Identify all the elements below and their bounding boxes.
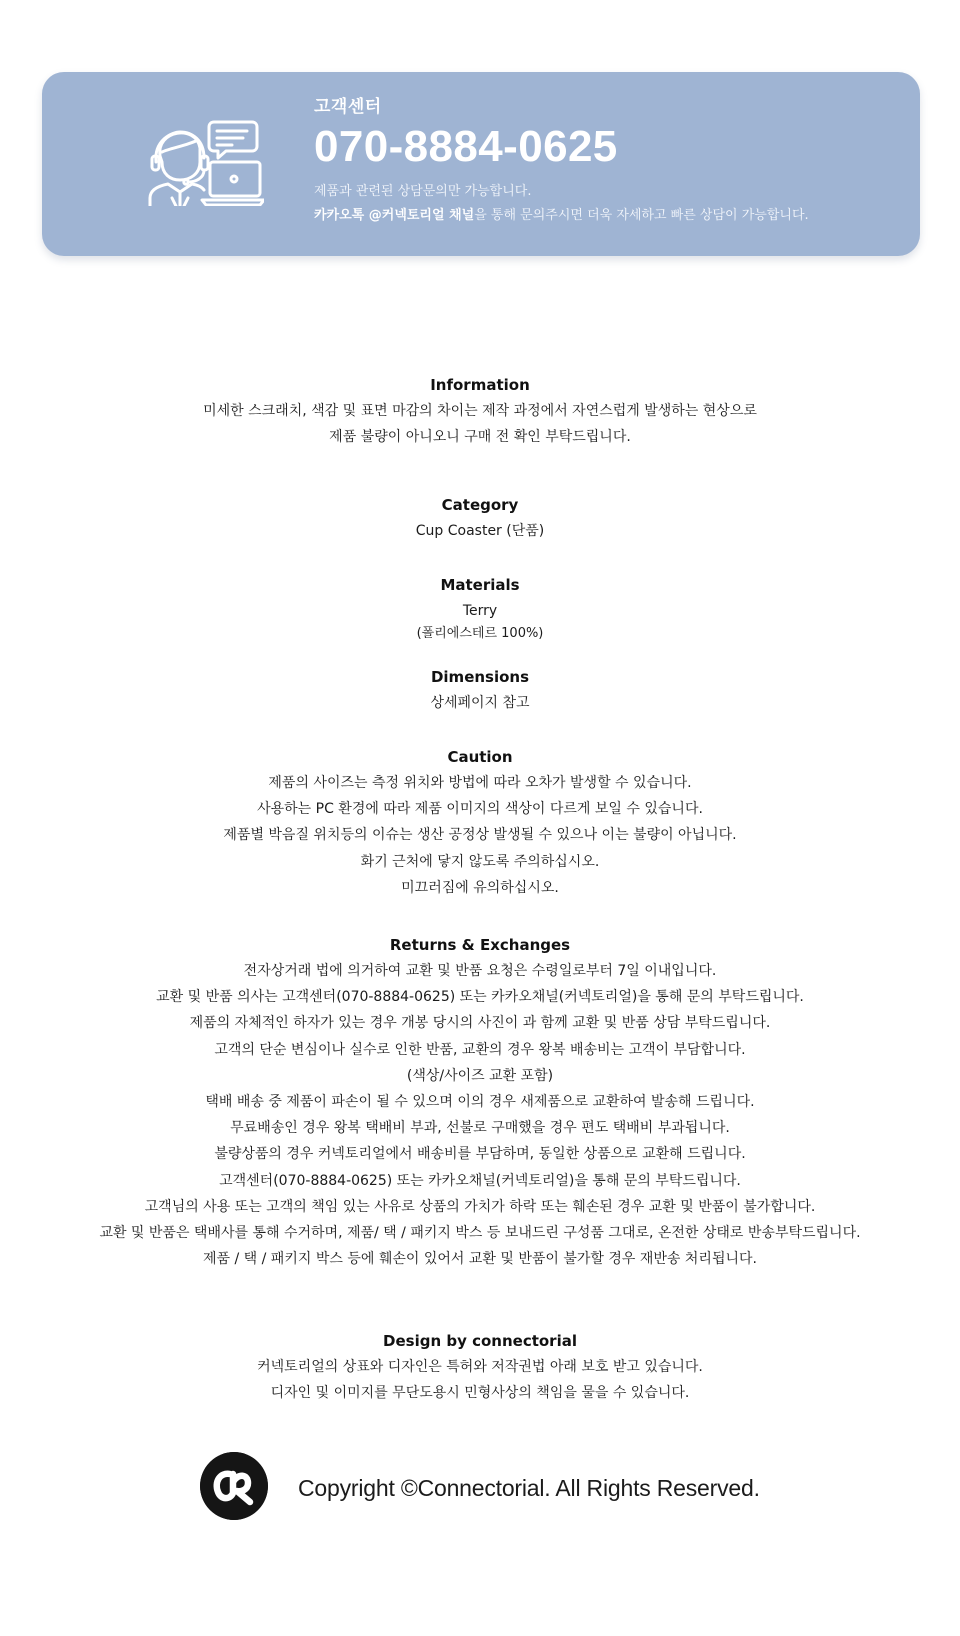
customer-center-note-line2 [314, 204, 809, 228]
caution-line: 화기 근처에 닿지 않도록 주의하십시오. [360, 853, 600, 870]
customer-support-agent-icon [146, 118, 264, 206]
returns-line: 무료배송인 경우 왕복 택배비 부과, 선불로 구매했을 경우 편도 택배비 부과됩니다. [230, 1120, 730, 1137]
returns-line: 불량상품의 경우 커넥토리얼에서 배송비를 부담하며, 동일한 상품으로 교환해 드립니다. [214, 1146, 746, 1163]
information-line: 제품 불량이 아니오니 구매 전 확인 부탁드립니다. [329, 429, 631, 446]
category-value: Cup Coaster (단품) [415, 523, 545, 539]
caution-section [0, 744, 960, 901]
customer-center-note-line1: 제품과 관련된 상담문의만 가능합니다. [314, 184, 532, 199]
returns-line: 교환 및 반품 의사는 고객센터(070-8884-0625) 또는 카카오채널(커넥토리얼)을 통해 문의 부탁드립니다. [156, 989, 804, 1006]
returns-line: 제품 / 택 / 패키지 박스 등에 훼손이 있어서 교환 및 반품이 불가할 경우 재반송 처리됩니다. [203, 1251, 757, 1268]
returns-line: 고객의 단순 변심이나 실수로 인한 반품, 교환의 경우 왕복 배송비는 고객이 부담합니다. [214, 1041, 746, 1058]
copyright-text: Copyright ©Connectorial. All Rights Reserved. [298, 1475, 760, 1501]
returns-line: 전자상거래 법에 의거하여 교환 및 반품 요청은 수령일로부터 7일 이내입니다. [243, 963, 717, 979]
customer-center-banner [42, 72, 920, 256]
returns-line: 제품의 자체적인 하자가 있는 경우 개봉 당시의 사진이 과 함께 교환 및 반품 상담 부탁드립니다. [189, 1015, 771, 1032]
customer-center-info [314, 96, 809, 228]
design-title: Design by connectorial [383, 1332, 577, 1350]
materials-detail: (폴리에스테르 100%) [416, 626, 544, 642]
dimensions-value: 상세페이지 참고 [430, 695, 530, 711]
design-line: 디자인 및 이미지를 무단도용시 민형사상의 책임을 물을 수 있습니다. [270, 1385, 690, 1402]
kakao-channel-note: 을 통해 문의주시면 더욱 자세하고 빠른 상담이 가능합니다. [474, 208, 809, 223]
returns-line: 교환 및 반품은 택배사를 통해 수거하며, 제품/ 택 / 패키지 박스 등 보내드린 구성품 그대로, 온전한 상태로 반송부탁드립니다. [99, 1225, 861, 1242]
design-section [0, 1328, 960, 1406]
returns-line: 고객센터(070-8884-0625) 또는 카카오채널(커넥토리얼)을 통해 문의 부탁드립니다. [219, 1172, 741, 1189]
dimensions-title: Dimensions [430, 668, 530, 686]
caution-line: 제품의 사이즈는 측정 위치와 방법에 따라 오차가 발생할 수 있습니다. [268, 775, 692, 791]
returns-title: Returns & Exchanges [389, 936, 571, 954]
category-section [0, 492, 960, 544]
information-line: 미세한 스크래치, 색감 및 표면 마감의 차이는 제작 과정에서 자연스럽게 발생하는 현상으로 [203, 403, 757, 419]
design-line: 커넥토리얼의 상표와 디자인은 특허와 저작권법 아래 보호 받고 있습니다. [257, 1359, 703, 1375]
information-section [0, 372, 960, 450]
returns-section [0, 932, 960, 1272]
customer-center-label: 고객센터 [314, 97, 382, 117]
information-title: Information [430, 376, 530, 394]
caution-line: 사용하는 PC 환경에 따라 제품 이미지의 색상이 다르게 보일 수 있습니다. [257, 801, 703, 818]
returns-line: 택배 배송 중 제품이 파손이 될 수 있으며 이의 경우 새제품으로 교환하여 발송해 드립니다. [205, 1094, 755, 1111]
customer-center-phone[interactable]: 070-8884-0625 [314, 122, 618, 171]
caution-line: 미끄러짐에 유의하십시오. [401, 879, 559, 896]
returns-line: 고객님의 사용 또는 고객의 책임 있는 사유로 상품의 가치가 하락 또는 훼손된 경우 교환 및 반품이 불가합니다. [144, 1198, 816, 1215]
caution-title: Caution [447, 748, 513, 766]
materials-title: Materials [440, 576, 520, 594]
connectorial-logo-icon [200, 1452, 268, 1520]
category-title: Category [441, 496, 519, 514]
customer-center-note [314, 180, 809, 228]
materials-value: Terry [462, 603, 498, 619]
returns-line: (색상/사이즈 교환 포함) [406, 1067, 554, 1084]
kakao-channel-name[interactable]: 카카오톡 @커넥토리얼 채널 [314, 208, 475, 223]
dimensions-section [0, 664, 960, 716]
caution-line: 제품별 박음질 위치등의 이슈는 생산 공정상 발생될 수 있으나 이는 불량이 아닙니다. [223, 827, 737, 844]
materials-section [0, 572, 960, 644]
